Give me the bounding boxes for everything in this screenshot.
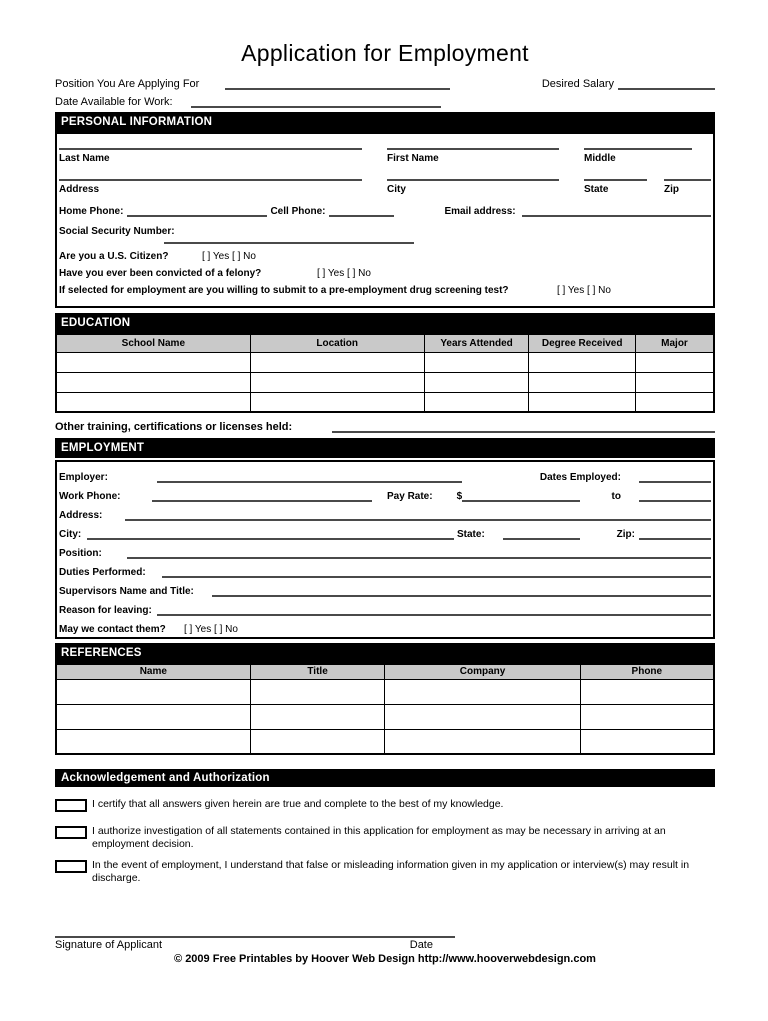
- supervisor-name-label: Supervisors Name and Title:: [59, 586, 194, 597]
- references-cell[interactable]: [250, 704, 385, 729]
- reason-leaving-field[interactable]: [157, 605, 711, 616]
- first-name-group: [387, 146, 559, 164]
- employer-city-row: [59, 526, 711, 540]
- home-phone-field[interactable]: [127, 206, 267, 217]
- date-available-field[interactable]: [191, 97, 441, 108]
- last-name-label: Last Name: [59, 153, 110, 164]
- felony-yes-no-checkboxes[interactable]: [ ] Yes [ ] No: [317, 268, 371, 279]
- city-label: City: [387, 184, 406, 195]
- date-available-label: Date Available for Work:: [55, 96, 173, 108]
- footer: [55, 936, 715, 965]
- education-table: [55, 333, 715, 413]
- work-phone-field[interactable]: [152, 491, 372, 502]
- employer-city-field[interactable]: [87, 529, 454, 540]
- ssn-label: Social Security Number:: [59, 226, 175, 237]
- reason-leaving-row: [59, 602, 711, 616]
- education-cell[interactable]: [56, 372, 250, 392]
- employer-field[interactable]: [157, 472, 462, 483]
- other-training-field[interactable]: [332, 422, 715, 433]
- employer-state-label: State:: [457, 529, 485, 540]
- duties-performed-label: Duties Performed:: [59, 567, 146, 578]
- drug-test-yes-no-checkboxes[interactable]: [ ] Yes [ ] No: [557, 285, 611, 296]
- contact-question-label: May we contact them?: [59, 624, 166, 635]
- references-cell[interactable]: [580, 679, 714, 704]
- employment-section-header: EMPLOYMENT: [55, 438, 715, 458]
- education-cell[interactable]: [529, 392, 636, 412]
- email-address-label: Email address:: [444, 206, 516, 217]
- references-col-company: Company: [385, 664, 580, 679]
- cell-phone-label: Cell Phone:: [270, 206, 326, 217]
- phones-row: [59, 206, 711, 217]
- education-row: [56, 372, 714, 392]
- top-row-date-available: [55, 96, 715, 108]
- zip-label: Zip: [664, 184, 679, 195]
- position-held-field[interactable]: [127, 548, 711, 559]
- authorize-statement: I authorize investigation of all statements contained in this application for employment as may be necessary in arriving at an employment decision.: [92, 825, 666, 850]
- education-header-row: [56, 334, 714, 352]
- references-cell[interactable]: [580, 729, 714, 754]
- city-group: [387, 177, 559, 195]
- state-label: State: [584, 184, 609, 195]
- education-col-years-attended: Years Attended: [424, 334, 529, 352]
- contact-question-row: [59, 621, 711, 635]
- references-cell[interactable]: [56, 679, 250, 704]
- position-applying-label: Position You Are Applying For: [55, 78, 200, 90]
- acknowledgement-section-header: Acknowledgement and Authorization: [55, 769, 715, 787]
- drug-test-question-label: If selected for employment are you willing to submit to a pre-employment drug screening test?: [59, 285, 509, 296]
- work-phone-row: [59, 488, 711, 502]
- supervisor-name-field[interactable]: [212, 586, 711, 597]
- first-name-field[interactable]: [387, 146, 559, 150]
- cell-phone-field[interactable]: [329, 206, 394, 217]
- education-cell[interactable]: [56, 392, 250, 412]
- references-col-title: Title: [250, 664, 385, 679]
- employer-address-row: [59, 507, 711, 521]
- ssn-row: [59, 221, 711, 244]
- middle-name-field[interactable]: [584, 146, 692, 150]
- education-cell[interactable]: [56, 352, 250, 372]
- references-row: [56, 679, 714, 704]
- email-address-field[interactable]: [522, 206, 711, 217]
- education-cell[interactable]: [250, 372, 424, 392]
- page-title: Application for Employment: [241, 40, 529, 66]
- employer-address-field[interactable]: [125, 510, 711, 521]
- employer-state-field[interactable]: [503, 529, 580, 540]
- felony-question-row: [59, 268, 711, 279]
- references-cell[interactable]: [56, 729, 250, 754]
- zip-group: [664, 177, 711, 195]
- first-name-label: First Name: [387, 153, 439, 164]
- education-cell[interactable]: [529, 352, 636, 372]
- address-row: [59, 177, 711, 195]
- references-table: [55, 663, 715, 755]
- pay-rate-label: Pay Rate:: [387, 491, 433, 502]
- references-cell[interactable]: [385, 729, 580, 754]
- education-col-location: Location: [250, 334, 424, 352]
- position-row: [59, 545, 711, 559]
- discharge-checkbox[interactable]: [55, 860, 87, 873]
- pay-rate-from-field[interactable]: [462, 491, 580, 502]
- acknowledgement-item: [55, 825, 715, 851]
- references-cell[interactable]: [250, 679, 385, 704]
- employer-row: [59, 469, 711, 483]
- duties-performed-field[interactable]: [162, 567, 711, 578]
- signature-field[interactable]: [55, 936, 455, 938]
- ssn-field[interactable]: [164, 240, 414, 244]
- pay-rate-dollar-sign: $: [456, 491, 463, 502]
- position-held-label: Position:: [59, 548, 102, 559]
- citizen-yes-no-checkboxes[interactable]: [ ] Yes [ ] No: [202, 251, 256, 262]
- city-field[interactable]: [387, 177, 559, 181]
- duties-row: [59, 564, 711, 578]
- education-row: [56, 352, 714, 372]
- name-row: [59, 146, 711, 164]
- pay-rate-to-field[interactable]: [639, 491, 711, 502]
- felony-question-label: Have you ever been convicted of a felony?: [59, 268, 262, 279]
- middle-name-group: [584, 146, 692, 164]
- acknowledgement-item: [55, 798, 715, 812]
- education-row: [56, 392, 714, 412]
- certify-checkbox[interactable]: [55, 799, 87, 812]
- last-name-group: [59, 146, 362, 164]
- references-col-phone: Phone: [580, 664, 714, 679]
- references-section-header: REFERENCES: [55, 643, 715, 663]
- last-name-field[interactable]: [59, 146, 362, 150]
- work-phone-label: Work Phone:: [59, 491, 121, 502]
- personal-information-section-header: PERSONAL INFORMATION: [55, 112, 715, 132]
- education-cell[interactable]: [424, 352, 529, 372]
- acknowledgement-item: [55, 859, 715, 885]
- education-cell[interactable]: [635, 352, 714, 372]
- education-col-major: Major: [635, 334, 714, 352]
- zip-field[interactable]: [664, 177, 711, 181]
- other-training-row: [55, 421, 715, 433]
- date-label: Date: [409, 939, 433, 951]
- references-header-row: [56, 664, 714, 679]
- employer-city-label: City:: [59, 529, 82, 540]
- employer-zip-field[interactable]: [639, 529, 711, 540]
- employer-label: Employer:: [59, 472, 108, 483]
- supervisor-row: [59, 583, 711, 597]
- education-cell[interactable]: [635, 392, 714, 412]
- certify-statement: I certify that all answers given herein are true and complete to the best of my knowledge.: [92, 798, 504, 810]
- references-cell[interactable]: [580, 704, 714, 729]
- discharge-statement: In the event of employment, I understand that false or misleading information given in my application or interview(s) may result in discharge.: [92, 859, 690, 884]
- references-cell[interactable]: [385, 704, 580, 729]
- citizen-question-label: Are you a U.S. Citizen?: [59, 251, 169, 262]
- education-cell[interactable]: [529, 372, 636, 392]
- dates-employed-label: Dates Employed:: [539, 472, 621, 483]
- other-training-label: Other training, certifications or licenses held:: [55, 421, 293, 433]
- education-cell[interactable]: [250, 392, 424, 412]
- position-applying-field[interactable]: [225, 79, 450, 90]
- education-col-degree-received: Degree Received: [529, 334, 636, 352]
- dates-employed-from-field[interactable]: [639, 472, 711, 483]
- address-field[interactable]: [59, 177, 362, 181]
- address-label: Address: [59, 184, 100, 195]
- education-cell[interactable]: [250, 352, 424, 372]
- references-col-name: Name: [56, 664, 250, 679]
- state-field[interactable]: [584, 177, 647, 181]
- home-phone-label: Home Phone:: [59, 206, 124, 217]
- education-cell[interactable]: [424, 372, 529, 392]
- employer-address-label: Address:: [59, 510, 103, 521]
- employer-zip-label: Zip:: [616, 529, 635, 540]
- references-row: [56, 729, 714, 754]
- employment-box: [55, 460, 715, 639]
- desired-salary-field[interactable]: [618, 79, 715, 90]
- personal-information-box: [55, 132, 715, 308]
- top-row-position: [55, 78, 715, 90]
- drug-test-question-row: [59, 285, 711, 296]
- citizen-question-row: [59, 251, 711, 262]
- middle-name-label: Middle: [584, 153, 616, 164]
- contact-yes-no-checkboxes[interactable]: [ ] Yes [ ] No: [184, 624, 238, 635]
- references-row: [56, 704, 714, 729]
- references-cell[interactable]: [385, 679, 580, 704]
- authorize-checkbox[interactable]: [55, 826, 87, 839]
- copyright-text: © 2009 Free Printables by Hoover Web Design http://www.hooverwebdesign.com: [174, 953, 596, 965]
- education-section-header: EDUCATION: [55, 313, 715, 333]
- references-cell[interactable]: [250, 729, 385, 754]
- signature-label: Signature of Applicant: [55, 939, 163, 951]
- address-group: [59, 177, 362, 195]
- education-cell[interactable]: [635, 372, 714, 392]
- education-cell[interactable]: [424, 392, 529, 412]
- education-col-school-name: School Name: [56, 334, 250, 352]
- references-cell[interactable]: [56, 704, 250, 729]
- state-group: [584, 177, 647, 195]
- pay-rate-to-label: to: [611, 491, 621, 502]
- desired-salary-label: Desired Salary: [541, 78, 614, 90]
- reason-leaving-label: Reason for leaving:: [59, 605, 152, 616]
